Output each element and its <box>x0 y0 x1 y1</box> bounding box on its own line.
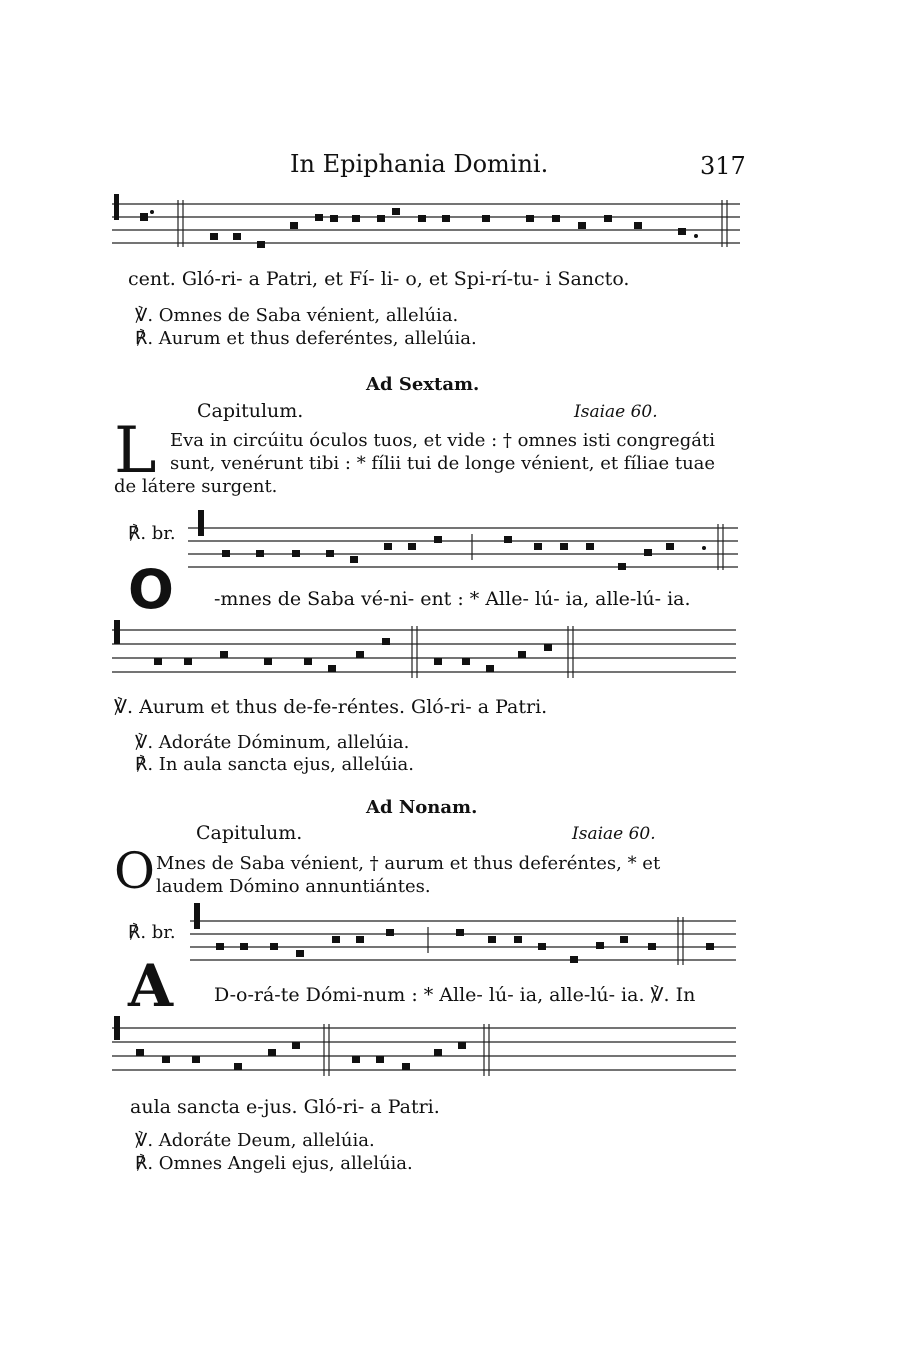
capitulum-line-3: de látere surgent. <box>114 476 278 497</box>
chant-staff-5 <box>112 1016 740 1082</box>
staff-4-lyrics: D-o-rá-te Dómi-num : * Alle- lú- ia, alle-lú- ia. ℣. In <box>214 984 696 1006</box>
large-initial-O: O <box>128 558 174 621</box>
page-number: 317 <box>700 152 746 180</box>
source-reference: Isaiae 60. <box>574 402 658 422</box>
capitulum-line-1: Eva in circúitu óculos tuos, et vide : † omnes isti congregáti <box>170 430 715 451</box>
drop-cap-initial: O <box>114 842 155 900</box>
responsory-label: ℟. br. <box>128 523 176 544</box>
capitulum-line-2: laudem Dómino annuntiántes. <box>156 876 431 897</box>
staff-5-lyrics: aula sancta e-jus. Gló-ri- a Patri. <box>130 1096 440 1118</box>
response: ℟. Aurum et thus deferéntes, allelúia. <box>135 328 477 349</box>
source-reference: Isaiae 60. <box>572 824 656 844</box>
large-initial-A: A <box>128 952 174 1020</box>
capitulum-label: Capitulum. <box>197 400 304 422</box>
responsory-label: ℟. br. <box>128 922 176 943</box>
versicle: ℣. Adoráte Dóminum, allelúia. <box>135 732 410 753</box>
response: ℟. In aula sancta ejus, allelúia. <box>135 754 415 775</box>
staff-2-lyrics: -mnes de Saba vé-ni- ent : * Alle- lú- ia, alle-lú- ia. <box>214 588 691 610</box>
chant-staff-1 <box>112 190 740 252</box>
response: ℟. Omnes Angeli ejus, allelúia. <box>135 1153 413 1174</box>
capitulum-line-2: sunt, venérunt tibi : * fílii tui de longe vénient, et fíliae tuae <box>170 453 716 474</box>
page-header-title: In Epiphania Domini. <box>290 150 549 178</box>
versicle: ℣. Adoráte Deum, allelúia. <box>135 1130 375 1151</box>
staff-1-lyrics: cent. Gló-ri- a Patri, et Fí- li- o, et Spi-rí-tu- i Sancto. <box>128 268 630 290</box>
drop-cap-initial: L <box>114 414 157 488</box>
versicle: ℣. Omnes de Saba vénient, allelúia. <box>135 305 459 326</box>
chant-staff-3 <box>112 620 740 686</box>
section-heading-sexta: Ad Sextam. <box>366 374 480 395</box>
capitulum-label: Capitulum. <box>196 822 303 844</box>
staff-3-lyrics: ℣. Aurum et thus de-fe-réntes. Gló-ri- a Patri. <box>114 696 548 718</box>
chant-staff-2 <box>188 510 816 576</box>
section-heading-nona: Ad Nonam. <box>366 797 478 818</box>
capitulum-line-1: Mnes de Saba vénient, † aurum et thus deferéntes, * et <box>156 853 661 874</box>
chant-staff-4 <box>190 903 738 969</box>
